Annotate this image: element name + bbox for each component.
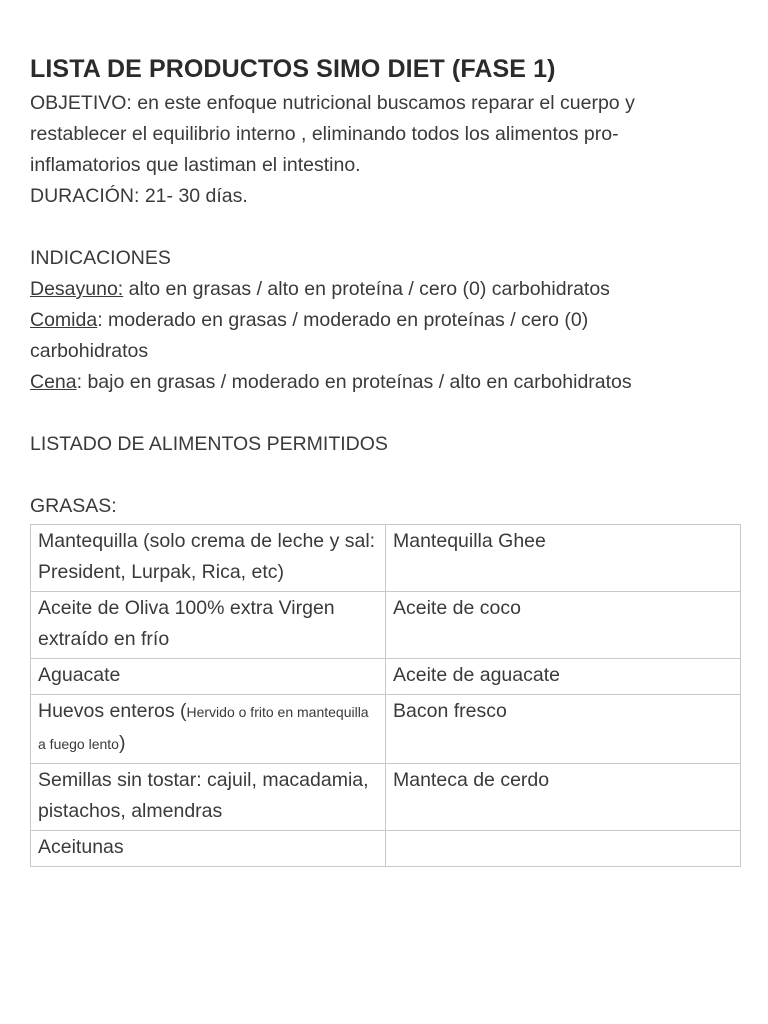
desayuno-label: Desayuno: [30,278,124,300]
objective-line-2: restablecer el equilibrio interno , eliminando todos los alimentos pro- [30,123,619,145]
table-row [31,695,741,764]
table-cell: Aceite de Oliva 100% extra Virgen extraído en frío [31,592,386,659]
desayuno-line [30,274,738,305]
table-cell: Bacon fresco [386,695,741,764]
table-cell: Aceite de coco [386,592,741,659]
table-cell: Aguacate [31,659,386,695]
table-cell: Semillas sin tostar: cajuil, macadamia, pistachos, almendras [31,764,386,831]
table-cell: Aceitunas [31,831,386,867]
table-row [31,525,741,592]
grasas-heading [30,491,738,522]
table-row [31,764,741,831]
objective-line-3: inflamatorios que lastiman el intestino. [30,154,361,176]
table-cell: Mantequilla Ghee [386,525,741,592]
table-row [31,592,741,659]
objective-line-1: OBJETIVO: en este enfoque nutricional buscamos reparar el cuerpo y [30,92,635,114]
table-cell [31,695,386,764]
comida-text: : moderado en grasas / moderado en proteínas / cero (0) [97,309,589,331]
huevos-close-paren: ) [118,732,126,754]
cena-line [30,367,738,398]
table-row [31,831,741,867]
grasas-table [30,524,741,867]
table-cell: Mantequilla (solo crema de leche y sal: President, Lurpak, Rica, etc) [31,525,386,592]
desayuno-text: alto en grasas / alto en proteína / cero (0) carbohidratos [123,278,610,300]
comida-line [30,305,738,336]
page-title: LISTA DE PRODUCTOS SIMO DIET (FASE 1) [30,55,556,83]
huevos-note-text: Hervido o frito en mantequilla a fuego lento [38,704,369,752]
comida-line-2: carbohidratos [30,340,149,362]
grasas-heading-text: GRASAS [30,495,112,517]
cena-label: Cena [30,371,77,393]
comida-label: Comida [30,309,98,331]
grasas-heading-colon: : [111,495,117,517]
table-row [31,659,741,695]
table-cell [386,831,741,867]
cena-text: : bajo en grasas / moderado en proteínas / alto en carbohidratos [76,371,632,393]
table-cell: Aceite de aguacate [386,659,741,695]
huevos-main-text: Huevos enteros ( [38,700,187,722]
listado-heading: LISTADO DE ALIMENTOS PERMITIDOS [30,433,388,455]
duration-text: DURACIÓN: 21- 30 días. [30,185,248,207]
indicaciones-heading: INDICACIONES [30,247,171,269]
table-cell: Manteca de cerdo [386,764,741,831]
